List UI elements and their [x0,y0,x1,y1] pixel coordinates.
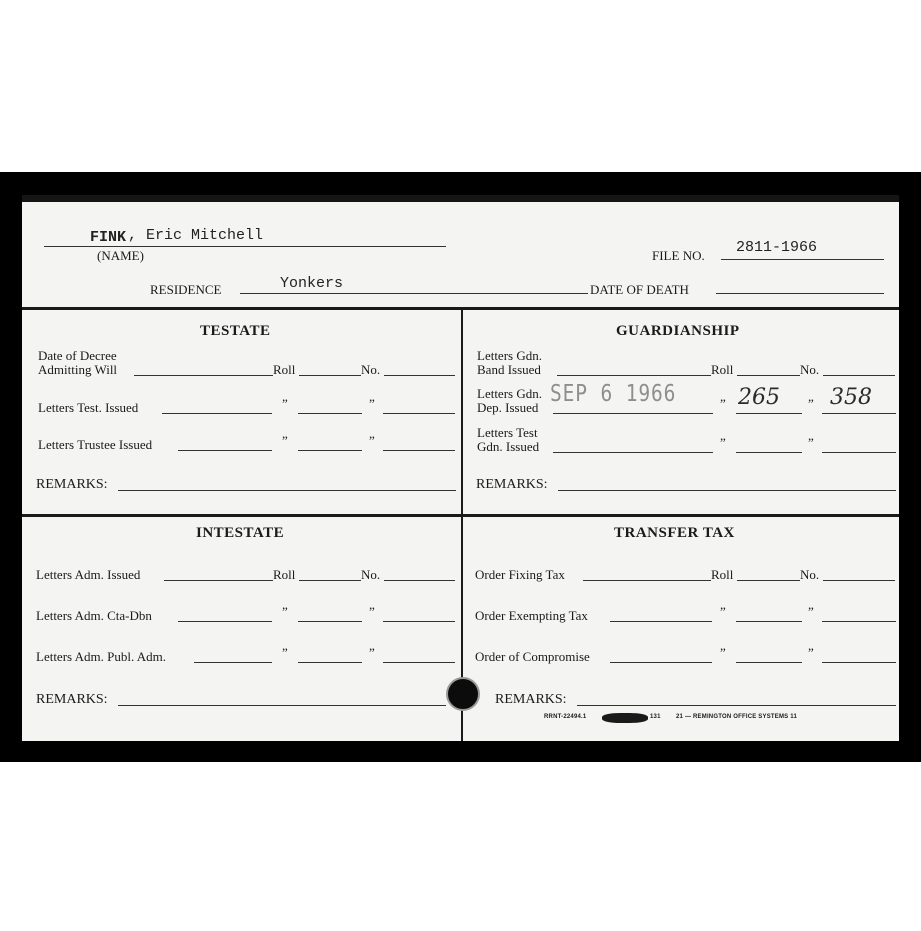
residence-label: RESIDENCE [150,282,222,297]
adm-cta-no-line [383,621,455,622]
adm-cta-date-line [178,621,272,622]
guardianship-no-label: No. [800,362,820,377]
transfer-tax-title: TRANSFER TAX [614,525,735,541]
file-no-value: 2811-1966 [736,239,818,256]
ditto-mark: ” [808,645,814,660]
intestate-roll-label: Roll [273,567,296,582]
band-date-line [557,375,711,376]
residence-line [240,293,588,294]
decree-date-line [134,375,273,376]
guardianship-roll-line [737,375,800,376]
testate-remarks-line [118,490,456,491]
letters-trustee-roll-line [298,450,362,451]
adm-publ-date-line [194,662,272,663]
adm-issued-date-line [164,580,273,581]
order-exempting-label: Order Exempting Tax [475,608,588,623]
ditto-mark: ” [369,645,375,660]
ditto-mark: ” [282,433,288,448]
guardianship-no-line [823,375,895,376]
ditto-mark: ” [720,396,726,411]
ditto-mark: ” [369,604,375,619]
transfer-no-label: No. [800,567,820,582]
ditto-mark: ” [808,604,814,619]
intestate-roll-line [299,580,361,581]
intestate-title: INTESTATE [196,525,285,541]
dep-date-line [553,413,713,414]
letters-test-no-line [383,413,455,414]
adm-issued-label: Letters Adm. Issued [36,567,141,582]
guardianship-remarks-line [558,490,896,491]
testate-remarks-label: REMARKS: [36,477,108,492]
band-line1: Letters Gdn. [477,348,542,363]
test-gdn-line1: Letters Test [477,425,538,440]
guardianship-title: GUARDIANSHIP [616,323,740,339]
order-compromise-date-line [610,662,712,663]
ditto-mark: ” [720,645,726,660]
file-no-line [721,259,884,260]
ditto-mark: ” [720,604,726,619]
ditto-mark: ” [808,435,814,450]
name-line [44,246,446,247]
dep-no-line [822,413,896,414]
given-names: , Eric Mitchell [128,227,264,244]
decree-line1: Date of Decree [38,348,117,363]
testate-title: TESTATE [200,323,271,339]
guardianship-remarks-label: REMARKS: [476,477,548,492]
band-line2: Band Issued [477,362,541,377]
intestate-remarks-line [118,705,446,706]
ditto-mark: ” [282,645,288,660]
order-exempting-roll-line [736,621,802,622]
order-compromise-no-line [822,662,896,663]
date-stamp: SEP 6 1966 [550,381,677,407]
testate-no-label: No. [361,362,381,377]
transfer-remarks-label: REMARKS: [495,692,567,707]
dep-no-handwritten: 358 [830,385,872,410]
surname: FINK [90,229,127,246]
residence-value: Yonkers [280,275,344,292]
test-gdn-roll-line [736,452,802,453]
order-compromise-label: Order of Compromise [475,649,590,664]
intestate-remarks-label: REMARKS: [36,692,108,707]
form-code: RRNT-22494.1 [544,714,587,720]
order-fixing-date-line [583,580,711,581]
guardianship-roll-label: Roll [711,362,734,377]
order-exempting-no-line [822,621,896,622]
letters-test-roll-line [298,413,362,414]
dep-roll-handwritten: 265 [738,385,780,410]
decree-line2: Admitting Will [38,362,118,377]
transfer-roll-line [737,580,800,581]
letters-test-date-line [162,413,272,414]
ditto-mark: ” [720,435,726,450]
adm-publ-label: Letters Adm. Publ. Adm. [36,649,166,664]
test-gdn-line2: Gdn. Issued [477,439,540,454]
form-code-suffix: 131 [650,714,661,720]
adm-publ-no-line [383,662,455,663]
intestate-no-line [384,580,455,581]
transfer-roll-label: Roll [711,567,734,582]
test-gdn-date-line [553,452,713,453]
ditto-mark: ” [369,396,375,411]
intestate-no-label: No. [361,567,381,582]
date-of-death-line [716,293,884,294]
dep-line1: Letters Gdn. [477,386,542,401]
ditto-mark: ” [282,396,288,411]
date-of-death-label: DATE OF DEATH [590,282,689,297]
ditto-mark: ” [369,433,375,448]
transfer-remarks-line [577,705,896,706]
adm-publ-roll-line [298,662,362,663]
testate-no-line [384,375,455,376]
letters-trustee-date-line [178,450,272,451]
dep-roll-line [736,413,802,414]
transfer-no-line [823,580,895,581]
ditto-mark: ” [282,604,288,619]
name-caption: (NAME) [97,248,144,263]
ditto-mark: ” [808,396,814,411]
testate-roll-line [299,375,361,376]
punch-hole [446,677,480,711]
order-fixing-label: Order Fixing Tax [475,567,565,582]
dep-line2: Dep. Issued [477,400,539,415]
scanned-card-background [0,172,921,762]
adm-cta-label: Letters Adm. Cta-Dbn [36,608,152,623]
test-gdn-no-line [822,452,896,453]
index-card [22,195,899,741]
printer-imprint: 21 — REMINGTON OFFICE SYSTEMS 11 [676,714,797,720]
letters-test-label: Letters Test. Issued [38,400,139,415]
letters-trustee-label: Letters Trustee Issued [38,437,153,452]
order-exempting-date-line [610,621,712,622]
letters-trustee-no-line [383,450,455,451]
adm-cta-roll-line [298,621,362,622]
file-no-label: FILE NO. [652,248,705,263]
ink-blot [602,713,648,723]
order-compromise-roll-line [736,662,802,663]
testate-roll-label: Roll [273,362,296,377]
